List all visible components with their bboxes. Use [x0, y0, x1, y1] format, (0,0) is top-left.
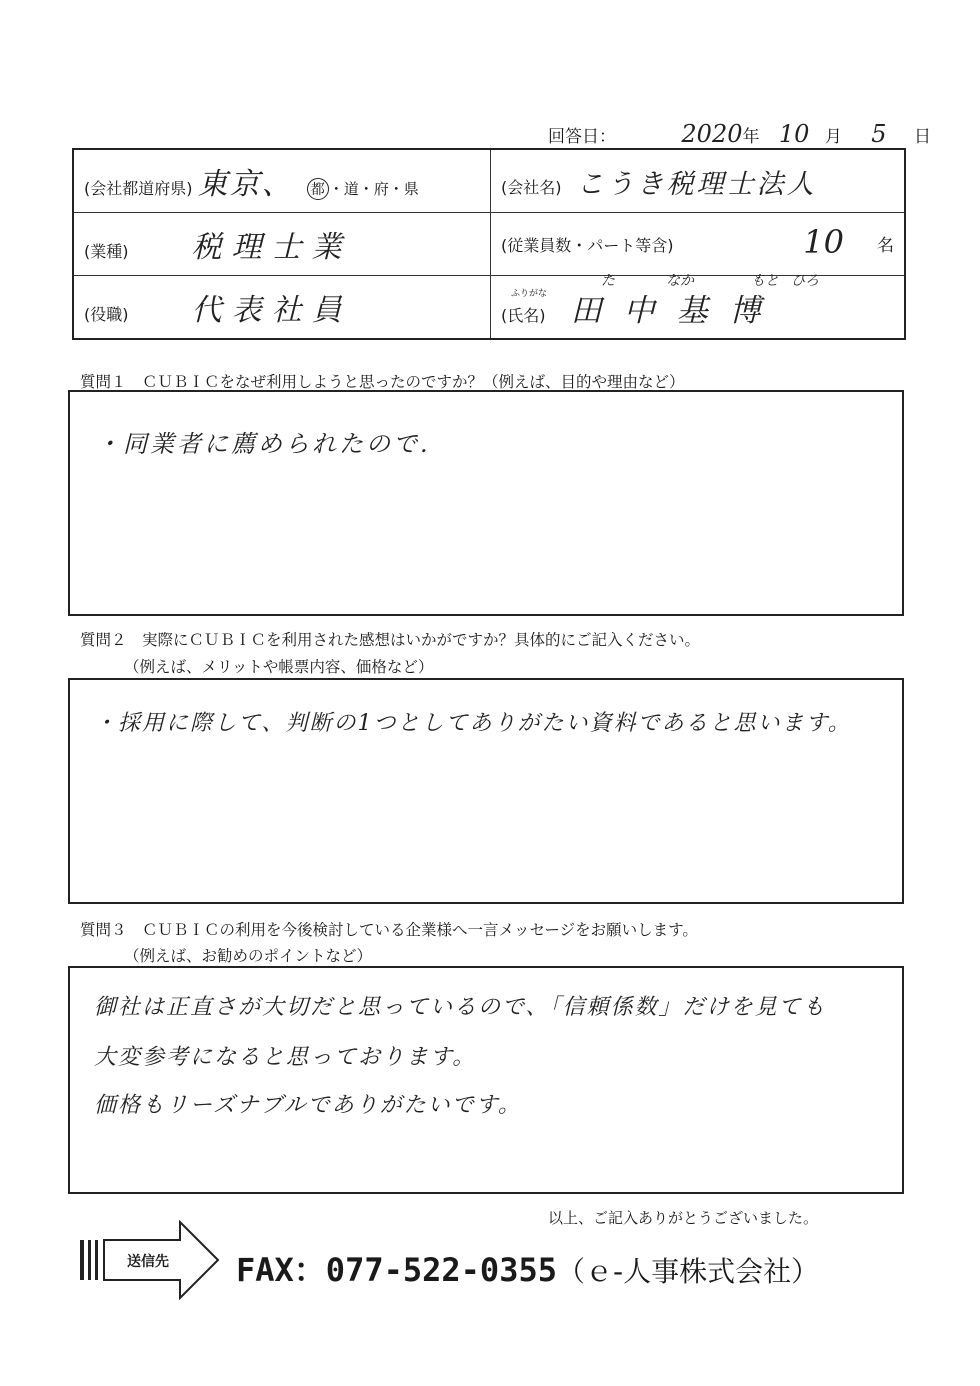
industry-value: 税理士業 — [191, 230, 352, 265]
prefecture-option-ken: 県 — [403, 180, 419, 198]
question-3-answer-line-2: 大変参考になると思っております。 — [94, 1045, 477, 1070]
company-cell — [491, 149, 906, 213]
prefecture-options: 都 ・道・府・県 — [307, 180, 419, 198]
date-month: 10 — [778, 120, 810, 148]
question-1-answer-line-1: ・同業者に薦められたので. — [96, 430, 431, 458]
prefecture-cell — [73, 149, 491, 213]
name-furigana-2: なか — [666, 273, 694, 289]
question-3-answer-line-1: 御社は正直さが大切だと思っているので、「信頼係数」だけを見ても — [94, 995, 827, 1020]
position-cell — [73, 276, 491, 340]
question-2-title: 質問２ 実際にＣＵＢＩＣを利用された感想はいかがですか？具体的にご記入ください。 — [80, 631, 701, 649]
position-value: 代表社員 — [191, 293, 352, 328]
date-day-unit: 日 — [913, 127, 931, 147]
company-value: こうき税理士法人 — [576, 168, 817, 200]
fax-number: FAX：077-522-0355 — [236, 1251, 557, 1289]
name-value: 田中基博 — [570, 292, 783, 329]
info-table — [72, 148, 906, 340]
question-1-answer-box — [68, 390, 904, 616]
date-year-unit: 年 — [742, 127, 760, 147]
name-ruby-label: ふりがな — [511, 289, 548, 299]
prefecture-option-to-circled: 都 — [307, 178, 329, 200]
question-3-answer-line-3: 価格もリーズナブルでありがたいです。 — [94, 1093, 522, 1118]
question-3-answer-box — [68, 966, 904, 1194]
date-label: 回答日： — [548, 127, 616, 147]
position-label: (役職) — [84, 305, 129, 324]
question-1-title: 質問１ ＣＵＢＩＣをなぜ利用しようと思ったのですか？（例えば、目的や理由など） — [80, 373, 685, 391]
industry-cell — [73, 213, 491, 276]
send-to-label: 送信先 — [127, 1254, 169, 1270]
name-cell — [491, 273, 906, 340]
name-furigana-1: た — [601, 273, 615, 289]
company-label: (会社名) — [501, 177, 562, 197]
question-3-title: 質問３ ＣＵＢＩＣの利用を今後検討している企業様へ一言メッセージをお願いします。 — [80, 921, 698, 939]
industry-label: (業種) — [84, 242, 129, 261]
answer-date — [548, 120, 931, 148]
question-2-subtitle: （例えば、メリットや帳票内容、価格など） — [124, 658, 434, 676]
name-label: (氏名) — [501, 305, 546, 325]
date-year: 2020 — [681, 120, 743, 148]
question-2-answer-box — [68, 678, 904, 904]
name-furigana-3: もと — [751, 273, 779, 289]
date-month-unit: 月 — [824, 127, 842, 147]
date-day: 5 — [871, 120, 887, 148]
fax-company: （ｅ-人事株式会社） — [557, 1255, 820, 1288]
employees-label: (従業員数・パート等含) — [501, 235, 674, 255]
employees-value: 10 — [803, 223, 844, 261]
prefecture-option-fu: 府 — [373, 180, 389, 198]
thanks-message: 以上、ご記入ありがとうございました。 — [548, 1209, 819, 1227]
prefecture-option-do: 道 — [343, 180, 359, 198]
question-2-answer-line-1: ・採用に際して、判断の1つとしてありがたい資料であると思います。 — [94, 711, 852, 736]
employees-unit: 名 — [877, 236, 894, 256]
prefecture-label: (会社都道府県) — [84, 179, 193, 198]
question-3-subtitle: （例えば、お勧めのポイントなど） — [124, 947, 373, 965]
prefecture-value: 東京、 — [197, 167, 294, 202]
fax-number-line — [236, 1245, 819, 1291]
name-furigana-4: ひろ — [791, 273, 819, 289]
employees-cell — [491, 213, 906, 276]
